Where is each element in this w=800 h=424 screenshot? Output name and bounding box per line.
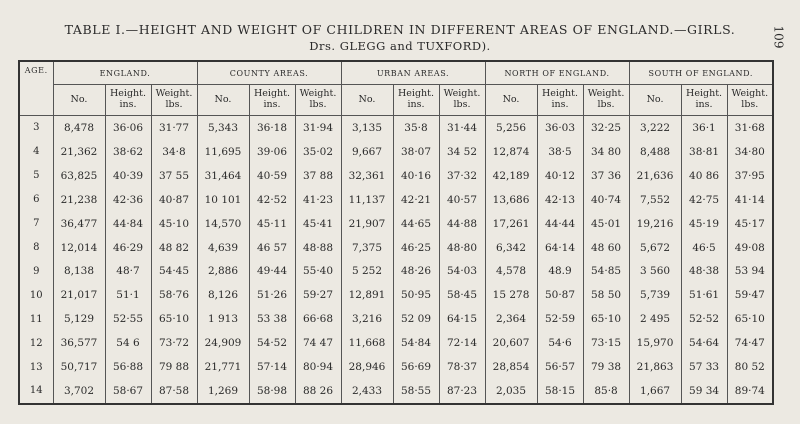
table-cell: 12,891	[341, 283, 393, 307]
table-cell: 40·39	[105, 164, 151, 188]
table-cell: 34·8	[151, 140, 197, 164]
table-cell: 42·36	[105, 188, 151, 212]
table-cell: 46·5	[681, 236, 727, 260]
table-cell: 14,570	[197, 212, 249, 236]
table-cell: 3 560	[629, 259, 681, 283]
table-cell: 46·25	[393, 236, 439, 260]
table-cell: 48.9	[537, 259, 583, 283]
table-cell: 9,667	[341, 140, 393, 164]
table-cell: 65·10	[583, 307, 629, 331]
table-cell: 55·40	[295, 259, 341, 283]
table-cell: 8,488	[629, 140, 681, 164]
table-cell: 64·15	[439, 307, 485, 331]
group-header-county: COUNTY AREAS.	[197, 61, 341, 85]
table-cell: 21,017	[53, 283, 105, 307]
table-cell: 34 52	[439, 140, 485, 164]
table-row	[19, 164, 773, 188]
table-cell: 35·02	[295, 140, 341, 164]
table-cell: 8,478	[53, 116, 105, 140]
table-cell: 53 38	[249, 307, 295, 331]
table-cell: 28,854	[485, 355, 537, 379]
table-cell: 54·84	[393, 331, 439, 355]
table-cell: 54·6	[537, 331, 583, 355]
table-cell: 36·1	[681, 116, 727, 140]
age-cell: 13	[19, 355, 53, 379]
table-cell: 4,578	[485, 259, 537, 283]
table-cell: 2,364	[485, 307, 537, 331]
age-header: AGE.	[19, 61, 53, 116]
col-header-weight: Weight. lbs.	[583, 85, 629, 116]
table-cell: 51·61	[681, 283, 727, 307]
col-header-weight: Weight. lbs.	[439, 85, 485, 116]
table-row	[19, 116, 773, 140]
table-row	[19, 212, 773, 236]
table-cell: 52 09	[393, 307, 439, 331]
table-cell: 87·58	[151, 379, 197, 404]
table-cell: 44·65	[393, 212, 439, 236]
table-cell: 46 57	[249, 236, 295, 260]
table-cell: 31·44	[439, 116, 485, 140]
table-cell: 5,343	[197, 116, 249, 140]
table-cell: 42·13	[537, 188, 583, 212]
table-cell: 42,189	[485, 164, 537, 188]
table-cell: 65·10	[727, 307, 773, 331]
table-cell: 72·14	[439, 331, 485, 355]
table-row	[19, 307, 773, 331]
table-cell: 5,129	[53, 307, 105, 331]
table-cell: 58 50	[583, 283, 629, 307]
table-cell: 54·64	[681, 331, 727, 355]
table-cell: 59 34	[681, 379, 727, 404]
col-header-weight: Weight. lbs.	[295, 85, 341, 116]
table-row	[19, 379, 773, 404]
table-cell: 21,238	[53, 188, 105, 212]
col-header-height: Height. ins.	[393, 85, 439, 116]
age-cell: 12	[19, 331, 53, 355]
page-number: 109	[771, 25, 786, 49]
table-cell: 59·47	[727, 283, 773, 307]
table-cell: 58·15	[537, 379, 583, 404]
table-cell: 20,607	[485, 331, 537, 355]
group-header-england: ENGLAND.	[53, 61, 197, 85]
table-cell: 2,035	[485, 379, 537, 404]
table-cell: 10 101	[197, 188, 249, 212]
table-cell: 35·8	[393, 116, 439, 140]
table-cell: 56·88	[105, 355, 151, 379]
table-cell: 4,639	[197, 236, 249, 260]
col-header-weight: Weight. lbs.	[727, 85, 773, 116]
age-cell: 7	[19, 212, 53, 236]
table-cell: 50·87	[537, 283, 583, 307]
group-header-south: SOUTH OF ENGLAND.	[629, 61, 773, 85]
table-cell: 32,361	[341, 164, 393, 188]
table-cell: 54 6	[105, 331, 151, 355]
table-cell: 8,138	[53, 259, 105, 283]
table-cell: 44·88	[439, 212, 485, 236]
table-cell: 57·14	[249, 355, 295, 379]
table-cell: 42·52	[249, 188, 295, 212]
table-row	[19, 355, 773, 379]
table-cell: 58·98	[249, 379, 295, 404]
table-cell: 89·74	[727, 379, 773, 404]
table-cell: 48 82	[151, 236, 197, 260]
table-cell: 42·75	[681, 188, 727, 212]
table-cell: 8,126	[197, 283, 249, 307]
table-cell: 66·68	[295, 307, 341, 331]
table-cell: 13,686	[485, 188, 537, 212]
table-cell: 45·41	[295, 212, 341, 236]
table-cell: 45·01	[583, 212, 629, 236]
sub-header-row	[19, 85, 773, 116]
table-cell: 28,946	[341, 355, 393, 379]
table-cell: 21,771	[197, 355, 249, 379]
table-cell: 54·52	[249, 331, 295, 355]
table-cell: 65·10	[151, 307, 197, 331]
table-cell: 58·67	[105, 379, 151, 404]
col-header-weight: Weight. lbs.	[151, 85, 197, 116]
table-cell: 40·57	[439, 188, 485, 212]
table-cell: 11,695	[197, 140, 249, 164]
col-header-height: Height. ins.	[249, 85, 295, 116]
table-cell: 3,702	[53, 379, 105, 404]
table-cell: 7,375	[341, 236, 393, 260]
table-cell: 79 38	[583, 355, 629, 379]
age-cell: 6	[19, 188, 53, 212]
table-cell: 15,970	[629, 331, 681, 355]
table-cell: 11,668	[341, 331, 393, 355]
col-header-height: Height. ins.	[105, 85, 151, 116]
table-cell: 45·19	[681, 212, 727, 236]
table-cell: 41·23	[295, 188, 341, 212]
table-cell: 44·84	[105, 212, 151, 236]
col-header-no: No.	[341, 85, 393, 116]
table-row	[19, 331, 773, 355]
table-cell: 51·1	[105, 283, 151, 307]
table-cell: 31·77	[151, 116, 197, 140]
col-header-height: Height. ins.	[681, 85, 727, 116]
table-cell: 21,362	[53, 140, 105, 164]
table-cell: 36·06	[105, 116, 151, 140]
height-weight-table	[18, 60, 774, 405]
table-cell: 38·81	[681, 140, 727, 164]
table-cell: 24,909	[197, 331, 249, 355]
table-cell: 31·94	[295, 116, 341, 140]
table-cell: 49·08	[727, 236, 773, 260]
table-cell: 42·21	[393, 188, 439, 212]
table-cell: 40·74	[583, 188, 629, 212]
table-cell: 58·76	[151, 283, 197, 307]
age-cell: 4	[19, 140, 53, 164]
table-cell: 36·03	[537, 116, 583, 140]
table-cell: 2 495	[629, 307, 681, 331]
col-header-no: No.	[629, 85, 681, 116]
table-cell: 3,222	[629, 116, 681, 140]
col-header-no: No.	[485, 85, 537, 116]
table-cell: 40·16	[393, 164, 439, 188]
table-cell: 54·03	[439, 259, 485, 283]
table-cell: 52·52	[681, 307, 727, 331]
table-cell: 19,216	[629, 212, 681, 236]
age-cell: 9	[19, 259, 53, 283]
table-cell: 15 278	[485, 283, 537, 307]
table-cell: 50·95	[393, 283, 439, 307]
table-row	[19, 283, 773, 307]
table-cell: 48·80	[439, 236, 485, 260]
table-cell: 54·45	[151, 259, 197, 283]
table-row	[19, 188, 773, 212]
table-cell: 37 55	[151, 164, 197, 188]
table-cell: 21,907	[341, 212, 393, 236]
table-cell: 54·85	[583, 259, 629, 283]
col-header-no: No.	[197, 85, 249, 116]
table-title: TABLE I.—HEIGHT AND WEIGHT OF CHILDREN IN DIFFERENT AREAS OF ENGLAND.—GIRLS.	[64, 22, 736, 37]
table-cell: 52·55	[105, 307, 151, 331]
table-cell: 21,863	[629, 355, 681, 379]
table-cell: 51·26	[249, 283, 295, 307]
table-subtitle: Drs. GLEGG and TUXFORD).	[309, 39, 491, 53]
table-row	[19, 259, 773, 283]
group-header-urban: URBAN AREAS.	[341, 61, 485, 85]
table-cell: 21,636	[629, 164, 681, 188]
table-cell: 5,739	[629, 283, 681, 307]
table-cell: 3,135	[341, 116, 393, 140]
table-cell: 45·10	[151, 212, 197, 236]
table-cell: 52·59	[537, 307, 583, 331]
table-cell: 79 88	[151, 355, 197, 379]
table-cell: 58·55	[393, 379, 439, 404]
table-cell: 40 86	[681, 164, 727, 188]
table-cell: 37·32	[439, 164, 485, 188]
table-cell: 40·59	[249, 164, 295, 188]
table-cell: 37 36	[583, 164, 629, 188]
table-cell: 80 52	[727, 355, 773, 379]
table-cell: 31·68	[727, 116, 773, 140]
table-cell: 64·14	[537, 236, 583, 260]
table-cell: 63,825	[53, 164, 105, 188]
table-row	[19, 236, 773, 260]
table-cell: 38·5	[537, 140, 583, 164]
table-cell: 48·38	[681, 259, 727, 283]
table-cell: 36,577	[53, 331, 105, 355]
table-cell: 58·45	[439, 283, 485, 307]
table-cell: 78·37	[439, 355, 485, 379]
table-cell: 31,464	[197, 164, 249, 188]
table-cell: 45·11	[249, 212, 295, 236]
age-cell: 3	[19, 116, 53, 140]
table-cell: 85·8	[583, 379, 629, 404]
table-cell: 53 94	[727, 259, 773, 283]
col-header-height: Height. ins.	[537, 85, 583, 116]
table-cell: 34 80	[583, 140, 629, 164]
table-cell: 48 60	[583, 236, 629, 260]
table-cell: 34·80	[727, 140, 773, 164]
table-cell: 49·44	[249, 259, 295, 283]
table-cell: 40·87	[151, 188, 197, 212]
table-cell: 3,216	[341, 307, 393, 331]
group-header-row	[19, 61, 773, 85]
table-cell: 7,552	[629, 188, 681, 212]
table-cell: 12,014	[53, 236, 105, 260]
table-cell: 41·14	[727, 188, 773, 212]
group-header-north: NORTH OF ENGLAND.	[485, 61, 629, 85]
table-cell: 1,269	[197, 379, 249, 404]
table-cell: 11,137	[341, 188, 393, 212]
table-cell: 73·72	[151, 331, 197, 355]
table-cell: 45·17	[727, 212, 773, 236]
table-cell: 56·69	[393, 355, 439, 379]
table-cell: 2,433	[341, 379, 393, 404]
table-cell: 36,477	[53, 212, 105, 236]
table-cell: 1 913	[197, 307, 249, 331]
table-cell: 37 88	[295, 164, 341, 188]
table-body	[19, 116, 773, 405]
table-cell: 59·27	[295, 283, 341, 307]
table-row	[19, 140, 773, 164]
table-cell: 80·94	[295, 355, 341, 379]
table-cell: 88 26	[295, 379, 341, 404]
table-cell: 39·06	[249, 140, 295, 164]
age-cell: 5	[19, 164, 53, 188]
age-cell: 10	[19, 283, 53, 307]
age-cell: 11	[19, 307, 53, 331]
table-cell: 46·29	[105, 236, 151, 260]
table-cell: 2,886	[197, 259, 249, 283]
table-cell: 6,342	[485, 236, 537, 260]
table-cell: 5,256	[485, 116, 537, 140]
table-cell: 38·62	[105, 140, 151, 164]
table-cell: 87·23	[439, 379, 485, 404]
table-cell: 74·47	[727, 331, 773, 355]
table-cell: 50,717	[53, 355, 105, 379]
table-cell: 12,874	[485, 140, 537, 164]
table-cell: 57 33	[681, 355, 727, 379]
table-cell: 5 252	[341, 259, 393, 283]
table-cell: 56·57	[537, 355, 583, 379]
table-cell: 1,667	[629, 379, 681, 404]
table-cell: 17,261	[485, 212, 537, 236]
table-cell: 5,672	[629, 236, 681, 260]
col-header-no: No.	[53, 85, 105, 116]
table-cell: 38·07	[393, 140, 439, 164]
table-cell: 48·7	[105, 259, 151, 283]
table-cell: 74 47	[295, 331, 341, 355]
table-cell: 40·12	[537, 164, 583, 188]
table-cell: 44·44	[537, 212, 583, 236]
table-cell: 73·15	[583, 331, 629, 355]
age-cell: 14	[19, 379, 53, 404]
table-cell: 32·25	[583, 116, 629, 140]
table-cell: 48·26	[393, 259, 439, 283]
age-cell: 8	[19, 236, 53, 260]
table-cell: 37·95	[727, 164, 773, 188]
table-cell: 48·88	[295, 236, 341, 260]
table-cell: 36·18	[249, 116, 295, 140]
